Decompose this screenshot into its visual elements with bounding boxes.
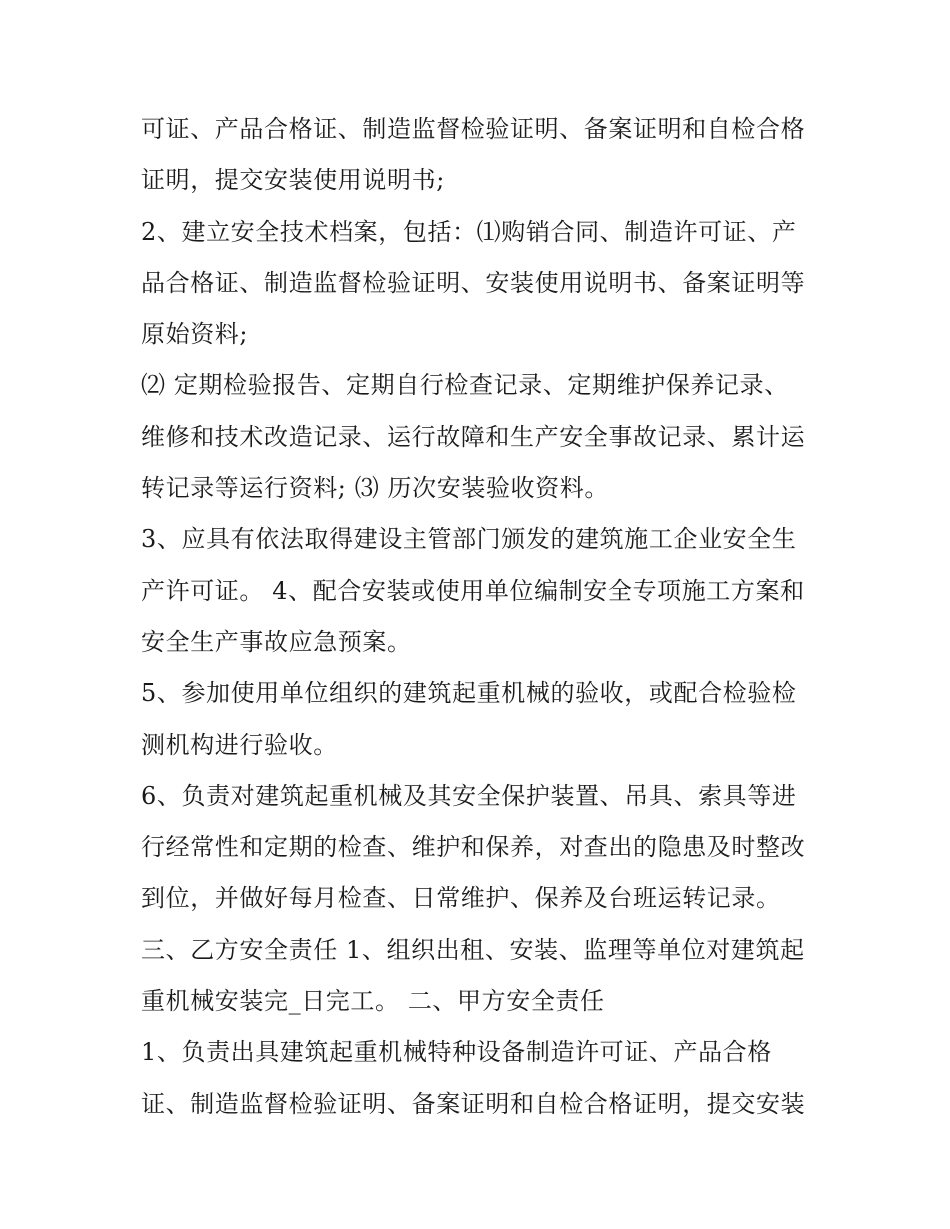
text-line: 安全生产事故应急预案。 [141, 627, 412, 656]
text-line: ⑵ 定期检验报告、定期自行检查记录、定期维护保养记录、 [141, 371, 789, 400]
text-line: 重机械安装完_日完工。 二、甲方安全责任 [141, 987, 605, 1016]
text-line: 证明，提交安装使用说明书; [141, 166, 445, 195]
text-line: 3、应具有依法取得建设主管部门颁发的建筑施工企业安全生 [141, 525, 797, 554]
text-line: 维修和技术改造记录、运行故障和生产安全事故记录、累计运 [141, 422, 806, 451]
text-line: 行经常性和定期的检查、维护和保养，对查出的隐患及时整改 [141, 833, 806, 862]
text-line: 可证、产品合格证、制造监督检验证明、备案证明和自检合格 [141, 115, 806, 143]
text-line: 证、制造监督检验证明、备案证明和自检合格证明，提交安装 [141, 1089, 806, 1118]
text-line: 1、负责出具建筑起重机械特种设备制造许可证、产品合格 [141, 1038, 772, 1067]
text-line: 5、参加使用单位组织的建筑起重机械的验收，或配合检验检 [141, 679, 797, 708]
text-line: 2、建立安全技术档案，包括：⑴购销合同、制造许可证、产 [141, 217, 797, 246]
text-line: 原始资料; [141, 320, 249, 349]
body-text [141, 104, 821, 1130]
text-line: 三、乙方安全责任 1、组织出租、安装、监理等单位对建筑起 [141, 935, 805, 964]
text-line: 品合格证、制造监督检验证明、安装使用说明书、备案证明等 [141, 268, 806, 297]
text-line: 测机构进行验收。 [141, 730, 338, 759]
text-line: 转记录等运行资料; ⑶ 历次安装验收资料。 [141, 474, 609, 503]
text-line: 6、负责对建筑起重机械及其安全保护装置、吊具、索具等进 [141, 781, 797, 810]
text-line: 产许可证。 4、配合安装或使用单位编制安全专项施工方案和 [141, 576, 805, 605]
text-line: 到位，并做好每月检查、日常维护、保养及台班运转记录。 [141, 884, 781, 913]
